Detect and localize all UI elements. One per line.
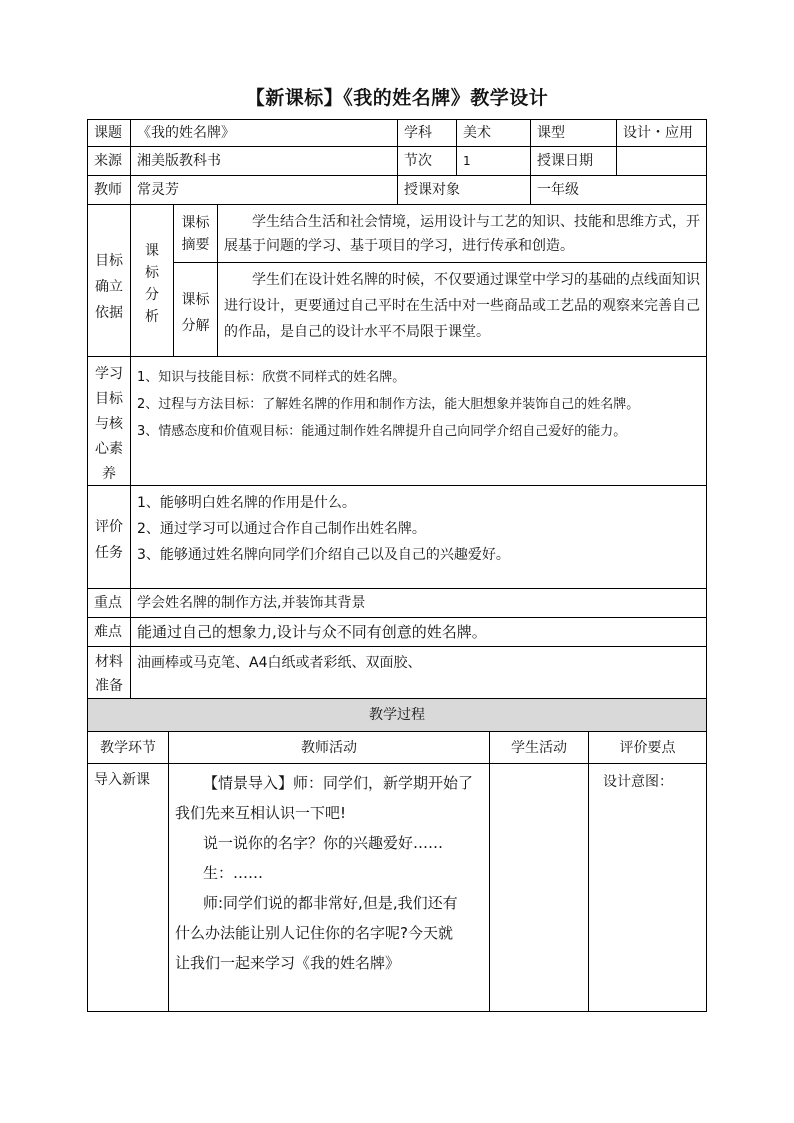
topic-label: 课题 [94, 125, 122, 141]
evaluation-item: 3、能够通过姓名牌向同学们介绍自己以及自己的兴趣爱好。 [137, 547, 510, 563]
cell-topic-label [87, 119, 131, 147]
cell-date-label [530, 146, 617, 176]
document-title: 【新课标】《我的姓名牌》教学设计 [245, 87, 549, 109]
column-header-student: 学生活动 [489, 731, 589, 764]
cell-keypoint-value [130, 588, 707, 618]
cell-objectives-content [130, 356, 707, 486]
cell-materials-label [87, 646, 131, 699]
process-header-label: 教学过程 [369, 707, 425, 723]
objectives-label: 学习 目标 与核 心素 养 [95, 366, 123, 482]
evaluation-label: 评价 任务 [95, 519, 123, 561]
column-header-stage: 教学环节 [87, 731, 169, 764]
cell-topic-value [130, 119, 398, 147]
evaluation-item: 1、能够明白姓名牌的作用是什么。 [137, 495, 356, 511]
cell-standard-label [130, 204, 174, 357]
period-value: 1 [463, 154, 471, 168]
table-row-evaluation [588, 763, 707, 1012]
cell-subject-value [456, 119, 531, 147]
summary-label: 课标 摘要 [181, 215, 210, 253]
cell-source-value [130, 146, 398, 176]
cell-breakdown-label [173, 262, 218, 357]
cell-subject-label [397, 119, 457, 147]
evaluation-point: 设计意图： [603, 774, 673, 790]
cell-materials-value [130, 646, 707, 699]
period-label: 节次 [404, 153, 432, 169]
breakdown-label: 课标 分解 [181, 292, 210, 334]
cell-type-value [616, 119, 707, 147]
standard-label: 课 标 分 析 [145, 243, 159, 325]
cell-period-value [456, 146, 531, 176]
cell-audience-label [397, 175, 531, 205]
table-row-student [489, 763, 589, 1012]
cell-type-label [530, 119, 617, 147]
source-value: 湘美版教科书 [137, 153, 221, 169]
cell-summary-text [217, 204, 707, 263]
cell-objectives-label [87, 356, 131, 486]
materials-value: 油画棒或马克笔、A4白纸或者彩纸、双面胶、 [137, 655, 422, 671]
cell-date-value [616, 146, 707, 176]
cell-difficulty-label [87, 617, 131, 647]
cell-teacher-value [130, 175, 398, 205]
objectives-list [137, 364, 639, 445]
column-header-teacher: 教师活动 [168, 731, 490, 764]
objective-item: 3、情感态度和价值观目标：能通过制作姓名牌提升自己向同学介绍自己爱好的能力。 [137, 424, 627, 439]
summary-text: 学生结合生活和社会情境，运用设计与工艺的知识、技能和思维方式，开 展基于问题的学习、基于项目的学习，进行传承和创造。 [224, 214, 700, 254]
subject-label: 学科 [404, 125, 432, 141]
stage-value: 导入新课 [94, 772, 150, 788]
cell-evaluation-label [87, 485, 131, 589]
cell-teacher-label [87, 175, 131, 205]
cell-summary-label [173, 204, 218, 263]
teacher-activity: 【情景导入】师：同学们，新学期开始了 我们先来互相认识一下吧! 说一说你的名字？你的兴趣爱好…… 生：…… 师:同学们说的都非常好,但是,我们还有 什么办法能让别人记住你的名字呢?今天就 让我们一起来学习《我的姓名牌》 [175, 774, 474, 972]
type-value: 设计・应用 [623, 125, 693, 141]
teacher-value: 常灵芳 [137, 182, 179, 198]
evaluation-item: 2、通过学习可以通过合作自己制作出姓名牌。 [137, 521, 426, 537]
cell-keypoint-label [87, 588, 131, 618]
source-label: 来源 [94, 153, 122, 169]
difficulty-label: 难点 [94, 624, 122, 640]
breakdown-text: 学生们在设计姓名牌的时候，不仅要通过课堂中学习的基础的点线面知识 进行设计，更要通过自己平时在生活中对一些商品或工艺品的观察来完善自己 的作品，是自己的设计水平不局限于课堂。 [224, 272, 700, 340]
cell-basis-label [87, 204, 131, 357]
column-header-evaluation: 评价要点 [588, 731, 707, 764]
cell-source-label [87, 146, 131, 176]
cell-evaluation-content [130, 485, 707, 589]
audience-label: 授课对象 [404, 182, 460, 198]
objective-item: 1、知识与技能目标：欣赏不同样式的姓名牌。 [137, 370, 406, 385]
cell-difficulty-value [130, 617, 707, 647]
date-label: 授课日期 [537, 153, 593, 169]
table-row-stage [87, 763, 169, 1012]
cell-breakdown-text [217, 262, 707, 357]
table-row-teacher [168, 763, 490, 1012]
audience-value: 一年级 [537, 182, 579, 198]
teacher-label: 教师 [94, 182, 122, 198]
keypoint-value: 学会姓名牌的制作方法,并装饰其背景 [137, 595, 366, 611]
process-header [87, 698, 707, 732]
materials-label: 材料 准备 [95, 654, 123, 694]
subject-value: 美术 [463, 125, 491, 141]
keypoint-label: 重点 [94, 595, 122, 611]
type-label: 课型 [537, 125, 565, 141]
basis-label: 目标 确立 依据 [95, 253, 123, 321]
cell-period-label [397, 146, 457, 176]
topic-value: 《我的姓名牌》 [137, 125, 235, 141]
difficulty-value: 能通过自己的想象力,设计与众不同有创意的姓名牌。 [137, 623, 487, 641]
cell-audience-value [530, 175, 707, 205]
evaluation-list [137, 490, 510, 568]
objective-item: 2、过程与方法目标：了解姓名牌的作用和制作方法，能大胆想象并装饰自己的姓名牌。 [137, 397, 640, 412]
